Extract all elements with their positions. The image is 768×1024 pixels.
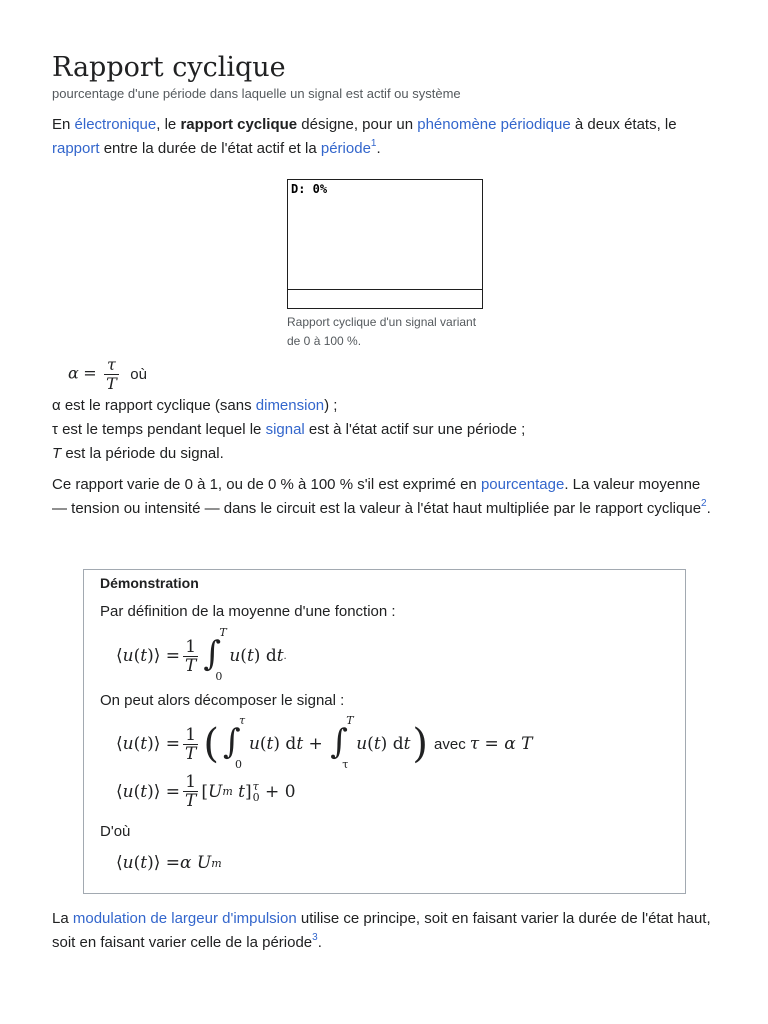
demonstration-heading[interactable]: Démonstration — [100, 575, 199, 591]
definition-text: est la période du signal. — [61, 445, 224, 462]
link-signal[interactable]: signal — [265, 421, 305, 438]
formula-where: où — [130, 365, 147, 383]
formula-equals: = — [83, 363, 97, 383]
demonstration-line-definition: Par définition de la moyenne d'une fonction : — [100, 603, 396, 620]
figure-caption: Rapport cyclique d'un signal variant de 0 à 100 %. — [287, 315, 477, 348]
link-phenomene-periodique[interactable]: phénomène périodique — [417, 116, 571, 133]
link-dimension[interactable]: dimension — [255, 397, 325, 414]
intro-paragraph — [52, 113, 716, 161]
equation-mean-result: ⟨ u ( t )⟩ = α U m — [116, 853, 222, 873]
intro-bold-term: rapport cyclique — [180, 116, 298, 133]
equation-mean-decomposed: ⟨ u ( t )⟩ = $\frac{1}{T}$ ( ∫ τ 0 u ( t ) d t + ∫ T τ u ( t ) d t ) avec τ = α T — [116, 714, 533, 771]
definition-variable: T — [52, 445, 62, 462]
signal-baseline — [288, 289, 482, 290]
definition-text: ) ; — [324, 397, 338, 414]
definition-period — [52, 442, 525, 466]
figure-animation[interactable] — [287, 179, 483, 309]
reference-3[interactable]: 3 — [312, 932, 318, 943]
definition-text: est à l'état actif sur une période ; — [304, 421, 526, 438]
equation-avec: avec — [434, 735, 466, 753]
page-subtitle: pourcentage d'une période dans laquelle un signal est actif ou système — [52, 86, 461, 101]
paragraph-text: . La valeur moyenne — tension ou intensité — dans le circuit est la valeur à l'état haut multipliée par le rapport cyclique — [52, 476, 702, 517]
equation-mean-definition: ⟨ u ( t )⟩ = $\frac{1}{T}$ ∫ T 0 u ( t ) d t . — [116, 626, 287, 683]
paragraph-text: La — [52, 910, 73, 927]
definition-tau — [52, 418, 525, 442]
definitions-list — [52, 394, 525, 466]
figure-duty-readout: D: 0% — [291, 182, 328, 196]
mean-value-paragraph — [52, 473, 716, 521]
figure — [287, 179, 483, 351]
link-modulation-largeur-impulsion[interactable]: modulation de largeur d'impulsion — [72, 910, 297, 927]
definition-alpha — [52, 394, 525, 418]
definition-text: τ est le temps pendant lequel le — [52, 421, 266, 438]
link-rapport[interactable]: rapport — [52, 140, 100, 157]
paragraph-text: . — [317, 934, 322, 951]
equation-mean-evaluated: ⟨ u ( t )⟩ = $\frac{1}{T}$ [ U m t ] τ 0 + 0 — [116, 772, 296, 811]
paragraph-text: . — [706, 500, 711, 517]
intro-text: désigne, pour un — [297, 116, 418, 133]
paragraph-text: Ce rapport varie de 0 à 1, ou de 0 % à 100 % s'il est exprimé en — [52, 476, 481, 493]
page-title: Rapport cyclique — [52, 52, 286, 83]
demonstration-line-decompose: On peut alors décomposer le signal : — [100, 692, 345, 709]
definition-text: α est le rapport cyclique (sans — [52, 397, 256, 414]
intro-text: , le — [156, 116, 181, 133]
reference-2[interactable]: 2 — [701, 498, 707, 509]
formula-fraction — [104, 356, 119, 393]
link-electronique[interactable]: électronique — [74, 116, 157, 133]
intro-text: En — [52, 116, 75, 133]
demonstration-line-therefore: D'où — [100, 823, 131, 840]
reference-1[interactable]: 1 — [370, 138, 377, 149]
paragraph-text: utilise ce principe, soit en faisant varier la durée de l'état haut, soit en faisant varier celle de la période — [52, 910, 711, 951]
formula-denominator: T — [106, 374, 117, 393]
demonstration-box — [83, 569, 686, 894]
duty-cycle-formula — [68, 356, 147, 393]
formula-numerator: τ — [107, 355, 116, 374]
formula-alpha: α — [68, 363, 79, 383]
link-periode[interactable]: période — [320, 140, 371, 157]
pwm-paragraph — [52, 907, 716, 955]
intro-text: entre la durée de l'état actif et la — [99, 140, 321, 157]
intro-text: à deux états, le — [570, 116, 677, 133]
link-pourcentage[interactable]: pourcentage — [480, 476, 565, 493]
intro-text: . — [376, 140, 381, 157]
